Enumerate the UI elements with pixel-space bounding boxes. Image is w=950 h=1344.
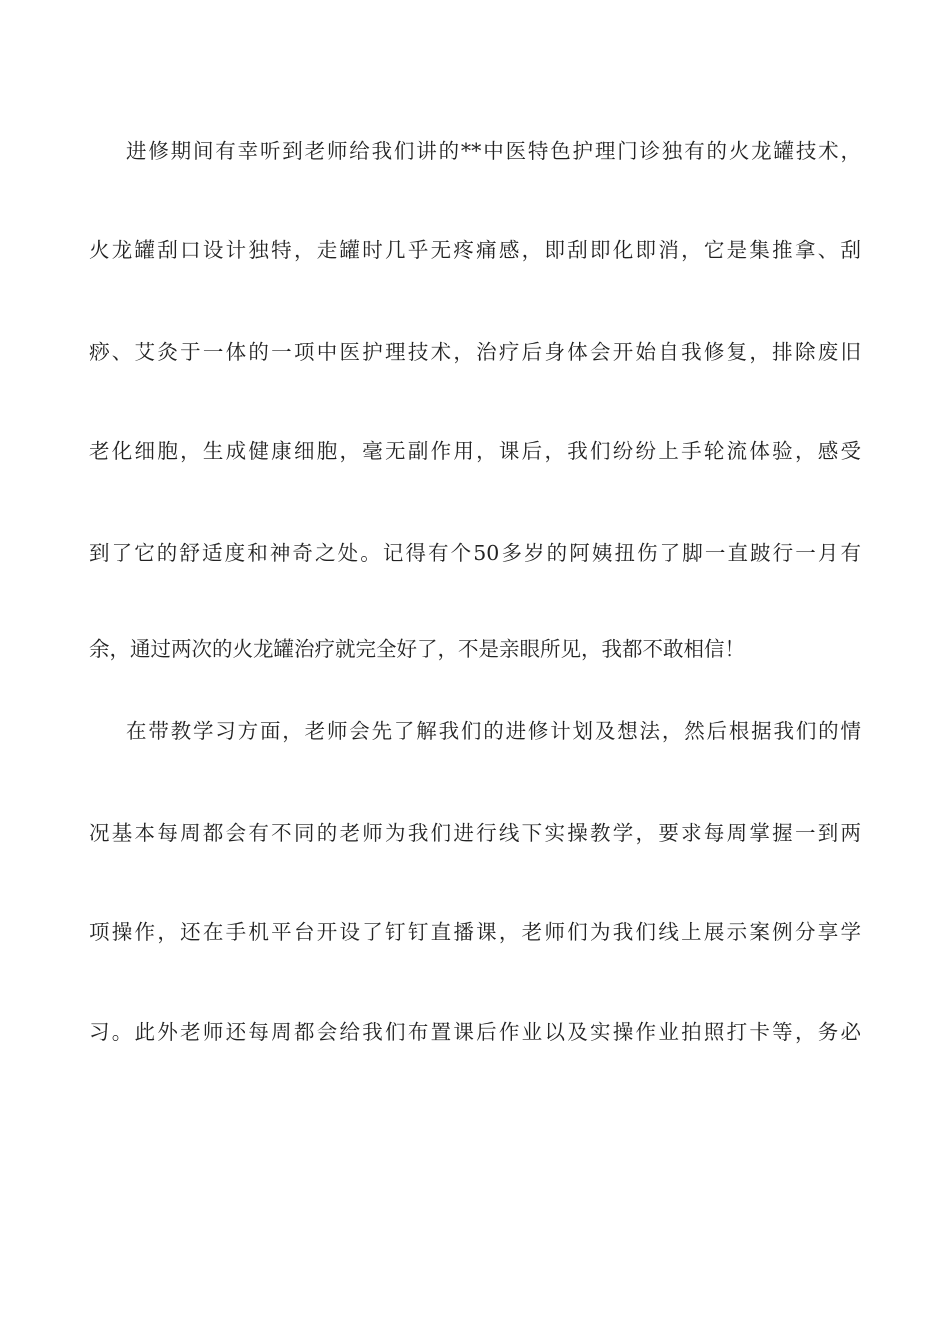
paragraph-1-line-5: 到了它的舒适度和神奇之处。记得有个50多岁的阿姨扭伤了脚一直跛行一月有: [89, 541, 861, 565]
paragraph-1-line-3: 痧、艾灸于一体的一项中医护理技术，治疗后身体会开始自我修复，排除废旧: [89, 340, 861, 364]
paragraph-2-line-2: 况基本每周都会有不同的老师为我们进行线下实操教学，要求每周掌握一到两: [89, 821, 861, 845]
paragraph-2-line-1: 在带教学习方面，老师会先了解我们的进修计划及想法，然后根据我们的情: [126, 719, 861, 743]
paragraph-1-line-1: 进修期间有幸听到老师给我们讲的**中医特色护理门诊独有的火龙罐技术，: [126, 139, 861, 163]
paragraph-1-line-4: 老化细胞，生成健康细胞，毫无副作用，课后，我们纷纷上手轮流体验，感受: [89, 439, 861, 463]
paragraph-2-line-3: 项操作，还在手机平台开设了钉钉直播课，老师们为我们线上展示案例分享学: [89, 920, 861, 944]
paragraph-1-line-6: 余，通过两次的火龙罐治疗就完全好了，不是亲眼所见，我都不敢相信！: [89, 637, 745, 661]
paragraph-2-line-4: 习。此外老师还每周都会给我们布置课后作业以及实操作业拍照打卡等，务必: [89, 1020, 861, 1044]
paragraph-1-line-2: 火龙罐刮口设计独特，走罐时几乎无疼痛感，即刮即化即消，它是集推拿、刮: [89, 238, 861, 262]
